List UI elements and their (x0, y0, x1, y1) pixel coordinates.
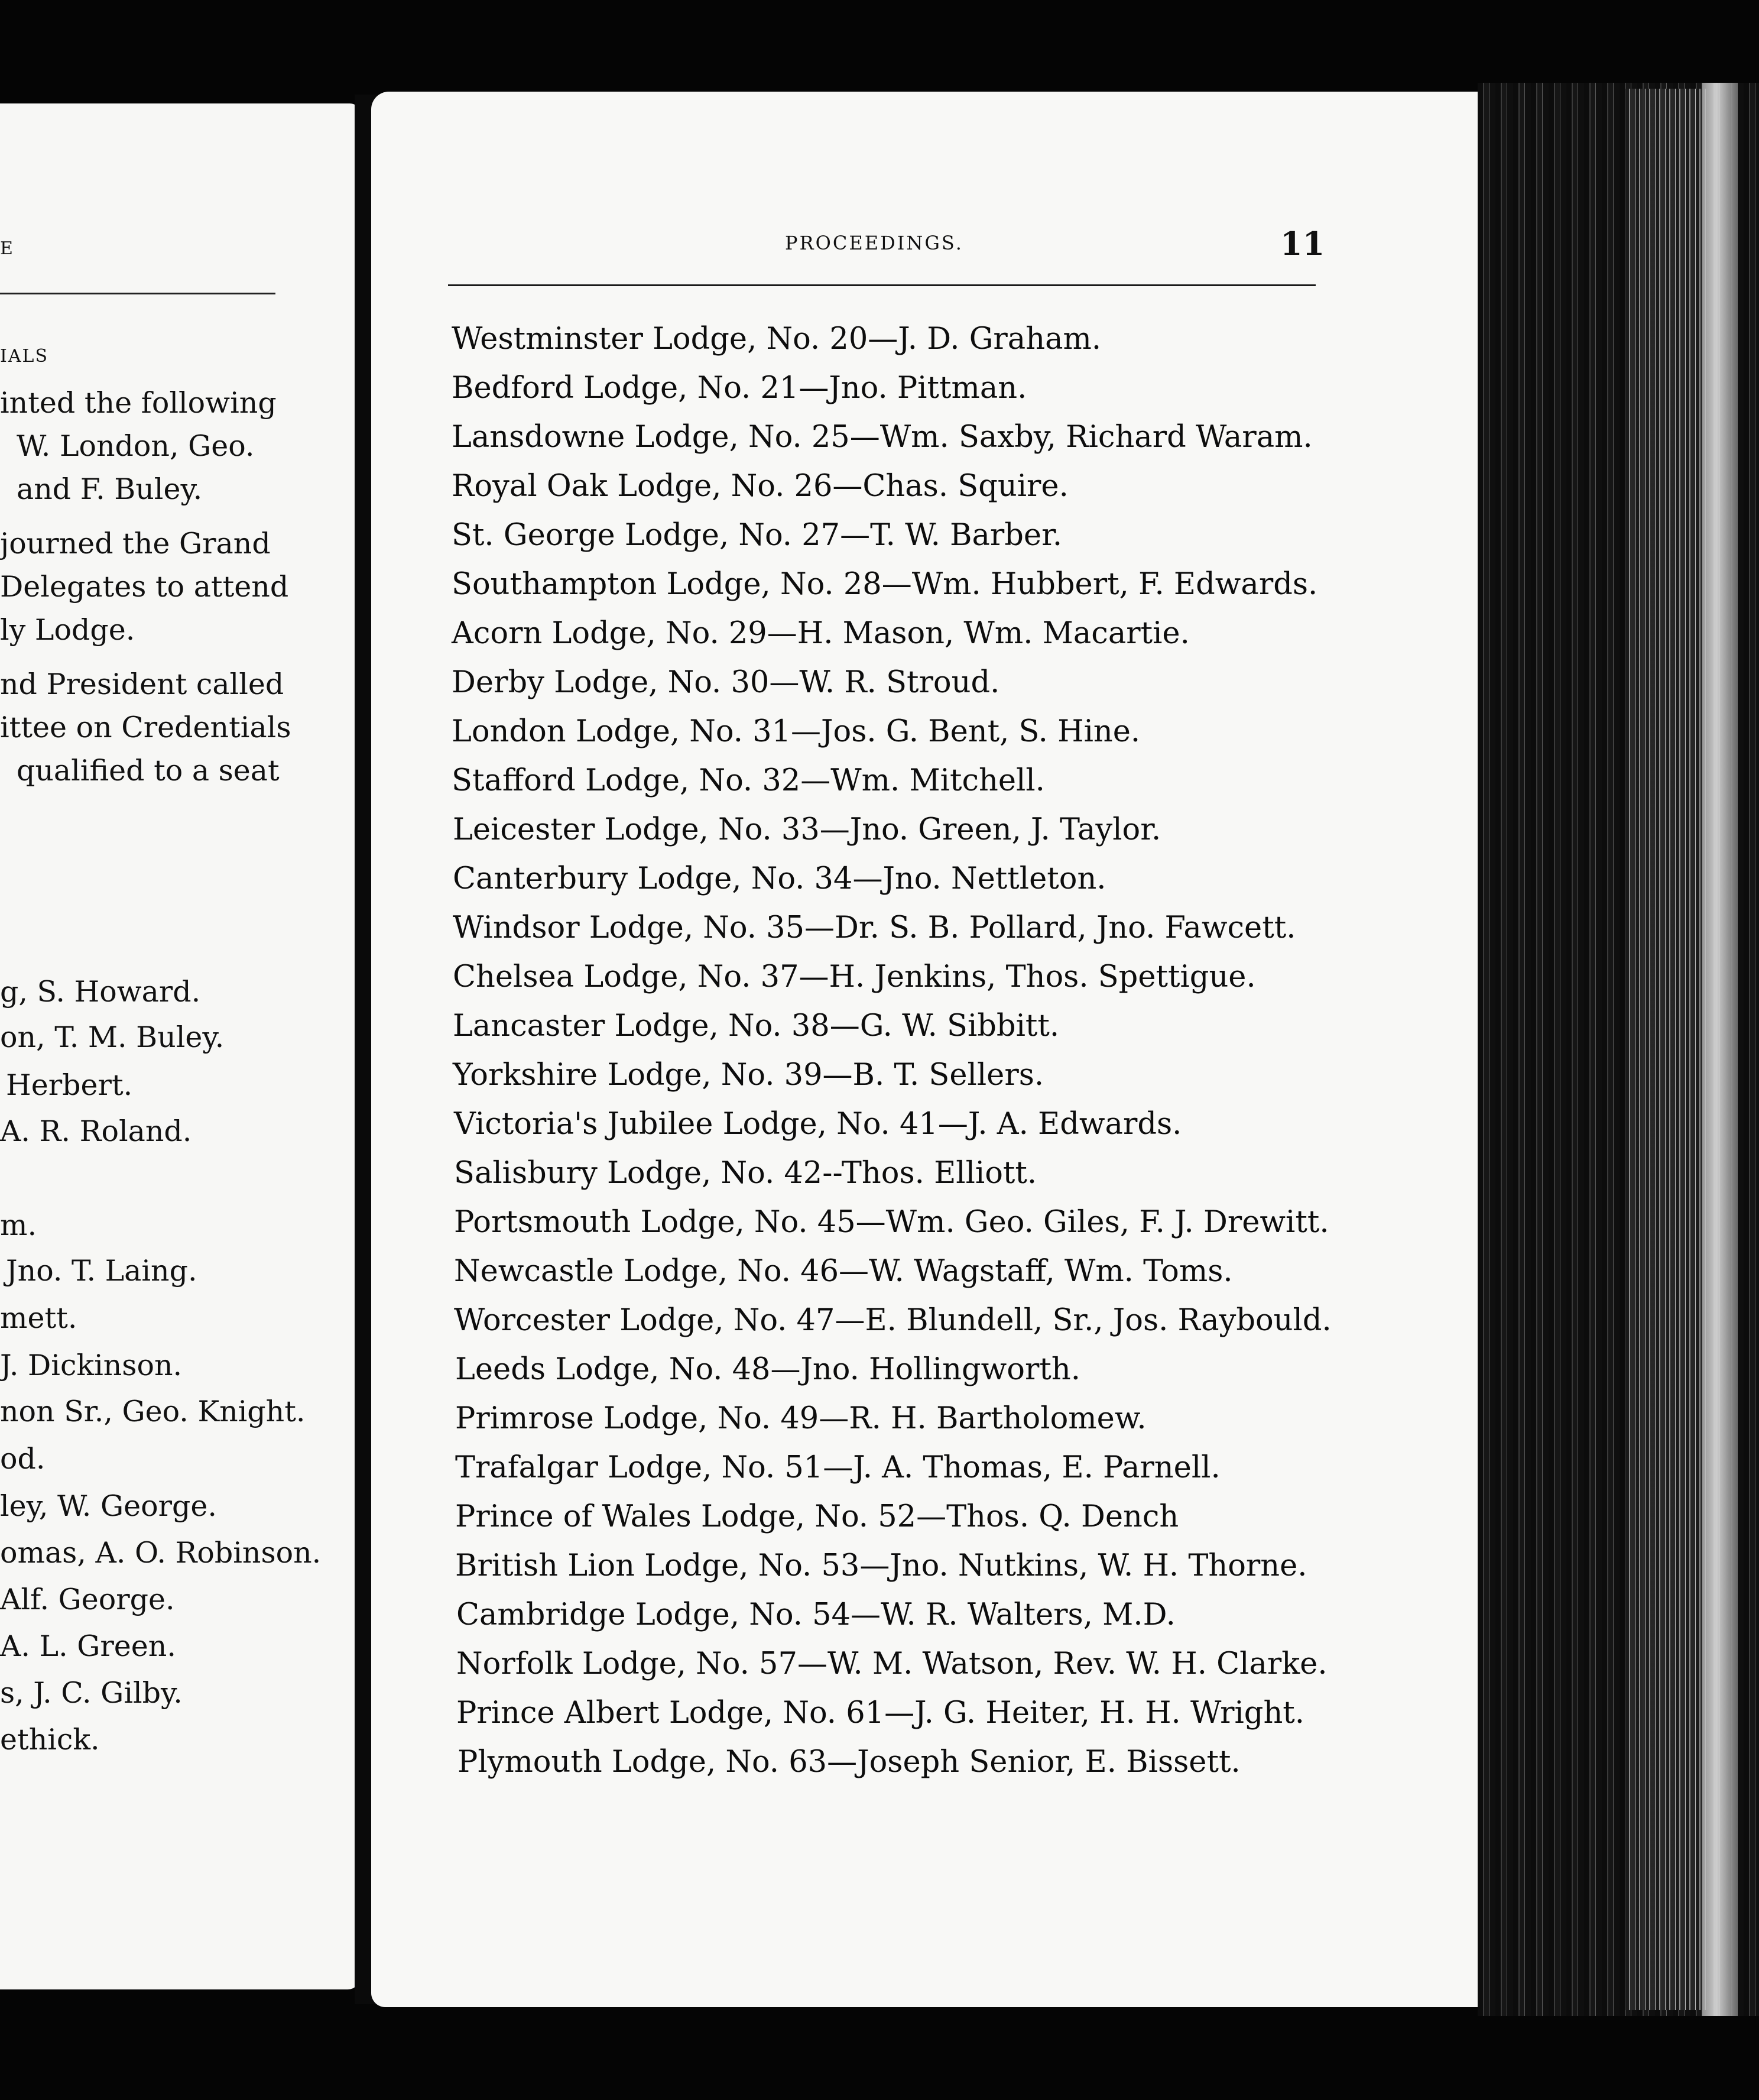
left-text-line: ethick. (0, 1723, 100, 1757)
left-page-fragment (0, 103, 361, 1989)
lodge-entry: Newcastle Lodge, No. 46—W. Wagstaff, Wm. Toms. (454, 1254, 1233, 1289)
lodge-entry: Leeds Lodge, No. 48—Jno. Hollingworth. (455, 1352, 1080, 1387)
lodge-entry: Westminster Lodge, No. 20—J. D. Graham. (452, 322, 1102, 357)
left-text-line: ly Lodge. (0, 613, 135, 647)
lodge-entry: Lansdowne Lodge, No. 25—Wm. Saxby, Richard Waram. (452, 420, 1313, 455)
left-text-line: Jno. T. Laing. (6, 1254, 197, 1288)
right-page (371, 92, 1482, 2007)
lodge-entry: Prince Albert Lodge, No. 61—J. G. Heiter, H. H. Wright. (456, 1696, 1304, 1730)
lodge-entry: Portsmouth Lodge, No. 45—Wm. Geo. Giles, F. J. Drewitt. (454, 1205, 1329, 1240)
left-text-line: on, T. M. Buley. (0, 1020, 225, 1054)
lodge-entry: Acorn Lodge, No. 29—H. Mason, Wm. Macartie. (452, 616, 1190, 651)
lodge-entry: London Lodge, No. 31—Jos. G. Bent, S. Hine. (452, 714, 1141, 749)
lodge-entry: Southampton Lodge, No. 28—Wm. Hubbert, F. Edwards. (452, 567, 1318, 602)
lodge-entry: Primrose Lodge, No. 49—R. H. Bartholomew. (455, 1401, 1147, 1436)
lodge-entry: Worcester Lodge, No. 47—E. Blundell, Sr., Jos. Raybould. (454, 1303, 1332, 1338)
lodge-entry: Leicester Lodge, No. 33—Jno. Green, J. Taylor. (453, 812, 1161, 847)
lodge-entry: Trafalgar Lodge, No. 51—J. A. Thomas, E. Parnell. (455, 1450, 1221, 1485)
left-text-line: ley, W. George. (0, 1489, 217, 1523)
lodge-entry: Canterbury Lodge, No. 34—Jno. Nettleton. (453, 861, 1106, 896)
lodge-delegate-list (371, 92, 1482, 2007)
running-title: PROCEEDINGS. (785, 232, 963, 254)
page-stack-highlight (1702, 83, 1738, 2016)
lodge-entry: Chelsea Lodge, No. 37—H. Jenkins, Thos. Spettigue. (453, 960, 1256, 994)
lodge-entry: St. George Lodge, No. 27—T. W. Barber. (452, 518, 1063, 553)
lodge-entry: Bedford Lodge, No. 21—Jno. Pittman. (452, 371, 1027, 406)
left-text-line: omas, A. O. Robinson. (0, 1536, 322, 1570)
lodge-entry: Lancaster Lodge, No. 38—G. W. Sibbitt. (453, 1009, 1060, 1043)
left-text-line: A. L. Green. (0, 1629, 176, 1663)
lodge-entry: Royal Oak Lodge, No. 26—Chas. Squire. (452, 469, 1069, 504)
left-text-line: and F. Buley. (17, 472, 203, 506)
page-number: 11 (1280, 225, 1325, 262)
left-text-line: W. London, Geo. (17, 429, 255, 463)
lodge-entry: Plymouth Lodge, No. 63—Joseph Senior, E. Bissett. (457, 1745, 1241, 1780)
left-text-line: inted the following (0, 386, 277, 420)
lodge-entry: Prince of Wales Lodge, No. 52—Thos. Q. Dench (455, 1499, 1179, 1534)
left-text-line: non Sr., Geo. Knight. (0, 1395, 306, 1428)
left-text-line: m. (0, 1208, 37, 1242)
left-text-line: ittee on Credentials (0, 711, 291, 744)
left-text-line: s, J. C. Gilby. (0, 1676, 183, 1710)
left-text-line: od. (0, 1442, 46, 1476)
left-head-rule (0, 293, 275, 294)
lodge-entry: Victoria's Jubilee Lodge, No. 41—J. A. Edwards. (454, 1107, 1182, 1142)
lodge-entry: Salisbury Lodge, No. 42--Thos. Elliott. (454, 1156, 1037, 1191)
left-running-head-fragment: E (0, 238, 14, 259)
left-text-line: nd President called (0, 667, 284, 701)
lodge-entry: British Lion Lodge, No. 53—Jno. Nutkins, W. H. Thorne. (455, 1548, 1307, 1583)
lodge-entry: Yorkshire Lodge, No. 39—B. T. Sellers. (453, 1058, 1044, 1093)
page-stack-stripes (1625, 89, 1708, 2010)
left-text-line: mett. (0, 1301, 77, 1335)
left-text-line: Herbert. (6, 1068, 133, 1102)
left-section-heading-fragment: IALS (0, 346, 48, 367)
left-text-line: J. Dickinson. (0, 1349, 183, 1382)
left-text-line: Alf. George. (0, 1583, 175, 1616)
lodge-entry: Derby Lodge, No. 30—W. R. Stroud. (452, 665, 1000, 700)
left-text-line: journed the Grand (0, 527, 271, 560)
lodge-entry: Norfolk Lodge, No. 57—W. M. Watson, Rev. W. H. Clarke. (456, 1647, 1328, 1681)
lodge-entry: Stafford Lodge, No. 32—Wm. Mitchell. (452, 763, 1045, 798)
lodge-entry: Windsor Lodge, No. 35—Dr. S. B. Pollard, Jno. Fawcett. (453, 910, 1296, 945)
left-text-line: A. R. Roland. (0, 1114, 192, 1148)
left-text-line: qualified to a seat (17, 754, 280, 788)
left-text-line: Delegates to attend (0, 570, 289, 604)
lodge-entry: Cambridge Lodge, No. 54—W. R. Walters, M.D. (456, 1597, 1176, 1632)
left-text-line: g, S. Howard. (0, 975, 201, 1009)
